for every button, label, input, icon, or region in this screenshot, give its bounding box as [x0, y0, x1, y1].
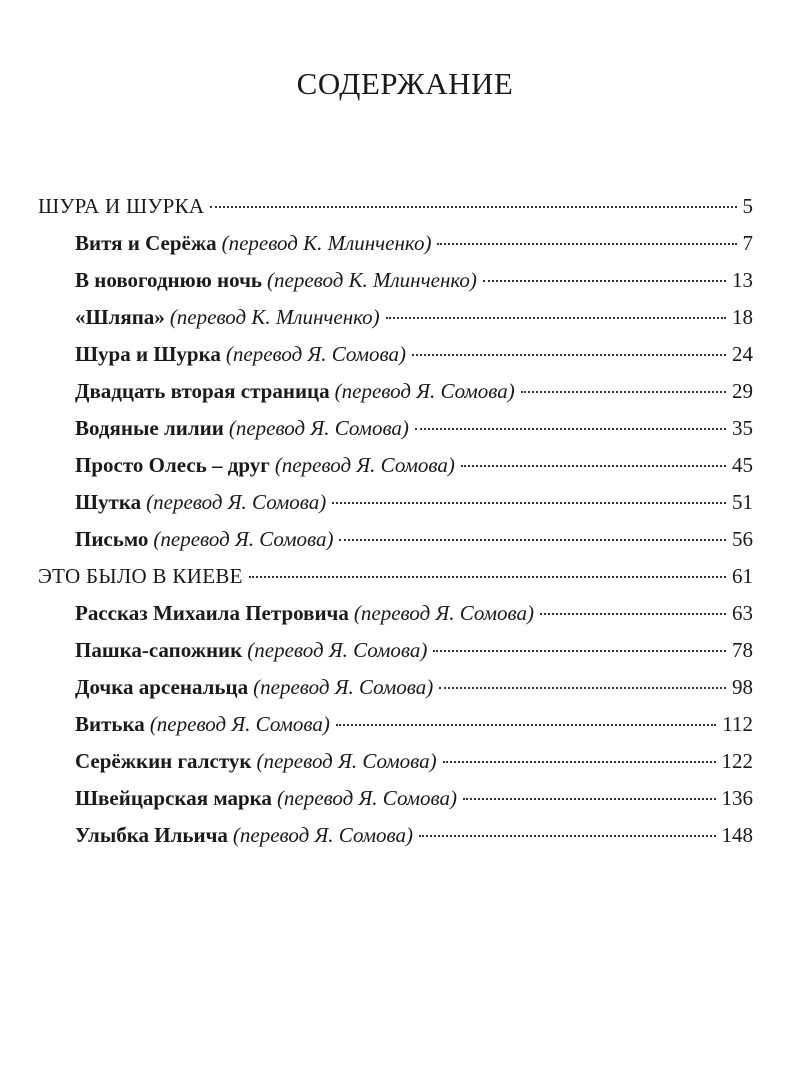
toc-title: ШУРА И ШУРКА — [38, 194, 205, 218]
toc-page-number: 35 — [732, 416, 753, 440]
dot-leader — [210, 206, 736, 208]
toc-translation: (перевод К. Млинченко) — [221, 231, 432, 255]
toc-translation: (перевод Я. Сомова) — [253, 675, 434, 699]
dot-leader — [437, 243, 736, 245]
dot-leader — [540, 613, 726, 615]
page-title: СОДЕРЖАНИЕ — [296, 66, 514, 101]
dot-leader — [386, 317, 726, 319]
toc-title: Двадцать вторая страница — [75, 379, 330, 403]
toc-page-number: 24 — [732, 342, 753, 366]
toc-title: Водяные лилии — [75, 416, 224, 440]
dot-leader — [521, 391, 726, 393]
toc-translation: (перевод К. Млинченко) — [267, 268, 477, 292]
toc-translation: (перевод Я. Сомова) — [146, 490, 327, 514]
dot-leader — [483, 280, 726, 282]
dot-leader — [249, 576, 726, 578]
toc-title: Просто Олесь – друг — [75, 453, 270, 477]
toc-entry — [75, 299, 753, 335]
toc-title: Витька — [75, 712, 145, 736]
dot-leader — [461, 465, 726, 467]
toc-entry — [75, 484, 753, 520]
dot-leader — [439, 687, 726, 689]
toc-page-number: 63 — [732, 601, 753, 625]
toc-title: Рассказ Михаила Петровича — [75, 601, 349, 625]
toc-entry — [75, 262, 753, 298]
toc-translation: (перевод Я. Сомова) — [353, 601, 534, 625]
toc-title: Улыбка Ильича — [75, 823, 228, 847]
toc-translation: (перевод Я. Сомова) — [276, 786, 458, 810]
toc-title: Швейцарская марка — [75, 786, 272, 810]
toc-entry — [75, 447, 753, 483]
dot-leader — [443, 761, 716, 763]
toc-translation: (перевод Я. Сомова) — [274, 453, 455, 477]
toc-title: «Шляпа» — [75, 305, 165, 329]
toc-page-number: 148 — [721, 823, 753, 847]
toc-title: Серёжкин галстук — [75, 749, 252, 773]
toc-entry — [75, 743, 753, 779]
toc-page-number: 18 — [732, 305, 753, 329]
toc-translation: (перевод Я. Сомова) — [334, 379, 515, 403]
toc-title: Витя и Серёжа — [75, 231, 217, 255]
toc-title: В новогоднюю ночь — [75, 268, 263, 292]
toc-entry — [75, 817, 753, 853]
toc-page-number: 61 — [732, 564, 753, 588]
toc-page-number: 51 — [732, 490, 753, 514]
toc-entry — [75, 521, 753, 557]
dot-leader — [339, 539, 726, 541]
toc-entry — [75, 706, 753, 742]
toc-entry — [75, 336, 753, 372]
dot-leader — [419, 835, 715, 837]
toc-translation: (перевод Я. Сомова) — [247, 638, 428, 662]
toc-page-number: 136 — [721, 786, 753, 810]
toc-translation: (перевод Я. Сомова) — [149, 712, 330, 736]
dot-leader — [412, 354, 726, 356]
toc-page-number: 112 — [722, 712, 753, 736]
dot-leader — [336, 724, 716, 726]
toc-translation: (перевод Я. Сомова) — [153, 527, 334, 551]
toc-page-number: 98 — [732, 675, 753, 699]
toc-entry — [75, 669, 753, 705]
toc-title: Шутка — [75, 490, 142, 514]
toc-translation: (перевод Я. Сомова) — [232, 823, 414, 847]
toc-title: ЭТО БЫЛО В КИЕВЕ — [38, 564, 243, 588]
toc-translation: (перевод К. Млинченко) — [169, 305, 380, 329]
toc-title: Шура и Шурка — [75, 342, 221, 366]
toc-page-number: 7 — [742, 231, 753, 255]
dot-leader — [463, 798, 715, 800]
toc-translation: (перевод Я. Сомова) — [228, 416, 409, 440]
toc-page-number: 45 — [732, 453, 753, 477]
toc-title: Дочка арсенальца — [75, 675, 249, 699]
toc-page-number: 13 — [732, 268, 753, 292]
toc-page-number: 5 — [742, 194, 753, 218]
toc-page-number: 78 — [732, 638, 753, 662]
toc-entry — [75, 632, 753, 668]
toc-entry — [75, 595, 753, 631]
toc-page-number: 56 — [732, 527, 753, 551]
dot-leader — [433, 650, 726, 652]
toc-translation: (перевод Я. Сомова) — [225, 342, 406, 366]
toc-section — [38, 558, 753, 594]
toc-entry — [75, 373, 753, 409]
toc-page-number: 29 — [732, 379, 753, 403]
toc-entry — [75, 410, 753, 446]
dot-leader — [332, 502, 726, 504]
toc-translation: (перевод Я. Сомова) — [256, 749, 437, 773]
toc-page-number: 122 — [721, 749, 753, 773]
toc-entry — [75, 225, 753, 261]
dot-leader — [415, 428, 726, 430]
toc-section — [38, 188, 753, 224]
toc-title: Пашка-сапожник — [75, 638, 243, 662]
toc-title: Письмо — [75, 527, 149, 551]
toc-entry — [75, 780, 753, 816]
